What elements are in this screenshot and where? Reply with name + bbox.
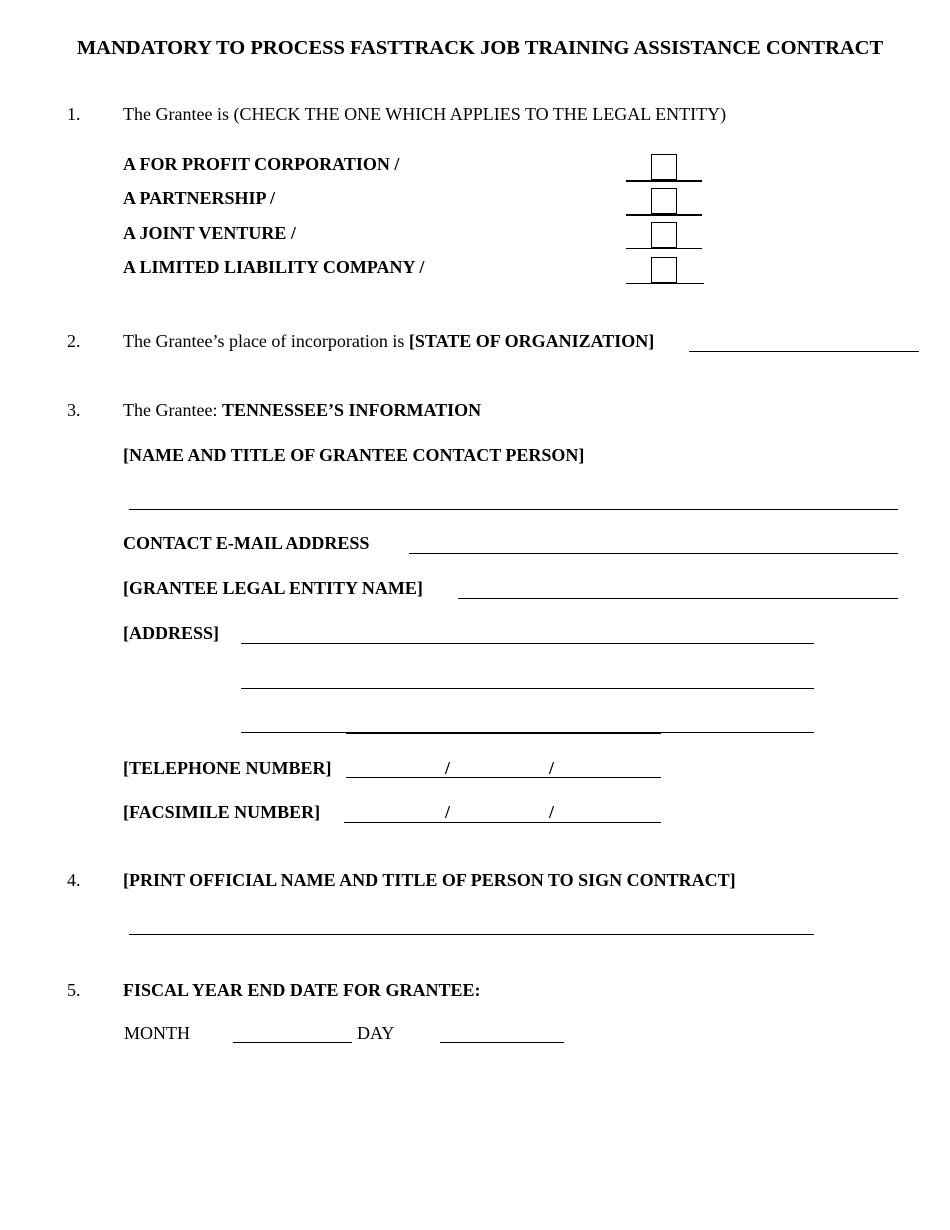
option-3-underline bbox=[626, 248, 702, 249]
option-llc-label: A LIMITED LIABILITY COMPANY / bbox=[123, 257, 425, 277]
item-2-text bbox=[123, 331, 654, 352]
telephone-separator-1: / bbox=[445, 758, 451, 778]
item-5-number: 5. bbox=[67, 980, 81, 1000]
contact-email-label: CONTACT E-MAIL ADDRESS bbox=[123, 533, 370, 553]
address-line-1-field[interactable] bbox=[241, 643, 814, 644]
facsimile-separator-1: / bbox=[445, 802, 451, 822]
llc-checkbox[interactable] bbox=[651, 257, 677, 283]
item-3-number: 3. bbox=[67, 400, 81, 420]
legal-entity-name-label: [GRANTEE LEGAL ENTITY NAME] bbox=[123, 578, 423, 598]
option-for-profit-corporation-label: A FOR PROFIT CORPORATION / bbox=[123, 154, 400, 174]
signer-name-title-field[interactable] bbox=[129, 934, 814, 935]
address-line-3-overlap bbox=[346, 732, 661, 734]
for-profit-corporation-checkbox[interactable] bbox=[651, 154, 677, 180]
legal-entity-name-field[interactable] bbox=[458, 598, 898, 599]
item-3-prefix: The Grantee: bbox=[123, 400, 222, 420]
fiscal-year-end-label: FISCAL YEAR END DATE FOR GRANTEE: bbox=[123, 980, 481, 1000]
option-1-underline bbox=[626, 180, 702, 182]
option-2-underline bbox=[626, 214, 702, 216]
option-partnership-label: A PARTNERSHIP / bbox=[123, 188, 276, 208]
facsimile-label: [FACSIMILE NUMBER] bbox=[123, 802, 321, 822]
telephone-label: [TELEPHONE NUMBER] bbox=[123, 758, 332, 778]
facsimile-separator-2: / bbox=[549, 802, 555, 822]
item-1-prompt: The Grantee is (CHECK THE ONE WHICH APPLIES TO THE LEGAL ENTITY) bbox=[123, 104, 727, 124]
address-line-2-field[interactable] bbox=[241, 688, 814, 689]
month-label: MONTH bbox=[124, 1023, 190, 1043]
partnership-checkbox[interactable] bbox=[651, 188, 677, 214]
telephone-field[interactable] bbox=[346, 777, 661, 778]
page-title: MANDATORY TO PROCESS FASTTRACK JOB TRAINING ASSISTANCE CONTRACT bbox=[76, 37, 884, 59]
tennessee-information-heading: TENNESSEE’S INFORMATION bbox=[221, 400, 482, 420]
option-4-underline bbox=[626, 283, 704, 284]
joint-venture-checkbox[interactable] bbox=[651, 222, 677, 248]
item-1-number: 1. bbox=[67, 104, 81, 124]
state-of-organization-field[interactable] bbox=[689, 351, 919, 352]
state-of-organization-label: [STATE OF ORGANIZATION] bbox=[408, 331, 655, 351]
signer-name-title-label: [PRINT OFFICIAL NAME AND TITLE OF PERSON TO SIGN CONTRACT] bbox=[123, 870, 736, 890]
contact-email-field[interactable] bbox=[409, 553, 898, 554]
item-2-prefix: The Grantee’s place of incorporation is bbox=[123, 331, 409, 351]
item-4-number: 4. bbox=[67, 870, 81, 890]
day-label: DAY bbox=[357, 1023, 395, 1043]
option-joint-venture-label: A JOINT VENTURE / bbox=[123, 223, 296, 243]
facsimile-field[interactable] bbox=[344, 822, 661, 823]
contact-person-label: [NAME AND TITLE OF GRANTEE CONTACT PERSON] bbox=[123, 445, 585, 465]
day-field[interactable] bbox=[440, 1042, 564, 1043]
address-label: [ADDRESS] bbox=[123, 623, 220, 643]
month-field[interactable] bbox=[233, 1042, 352, 1043]
item-2-number: 2. bbox=[67, 331, 81, 351]
item-3-text bbox=[123, 400, 481, 421]
contact-person-field[interactable] bbox=[129, 509, 898, 510]
telephone-separator-2: / bbox=[549, 758, 555, 778]
